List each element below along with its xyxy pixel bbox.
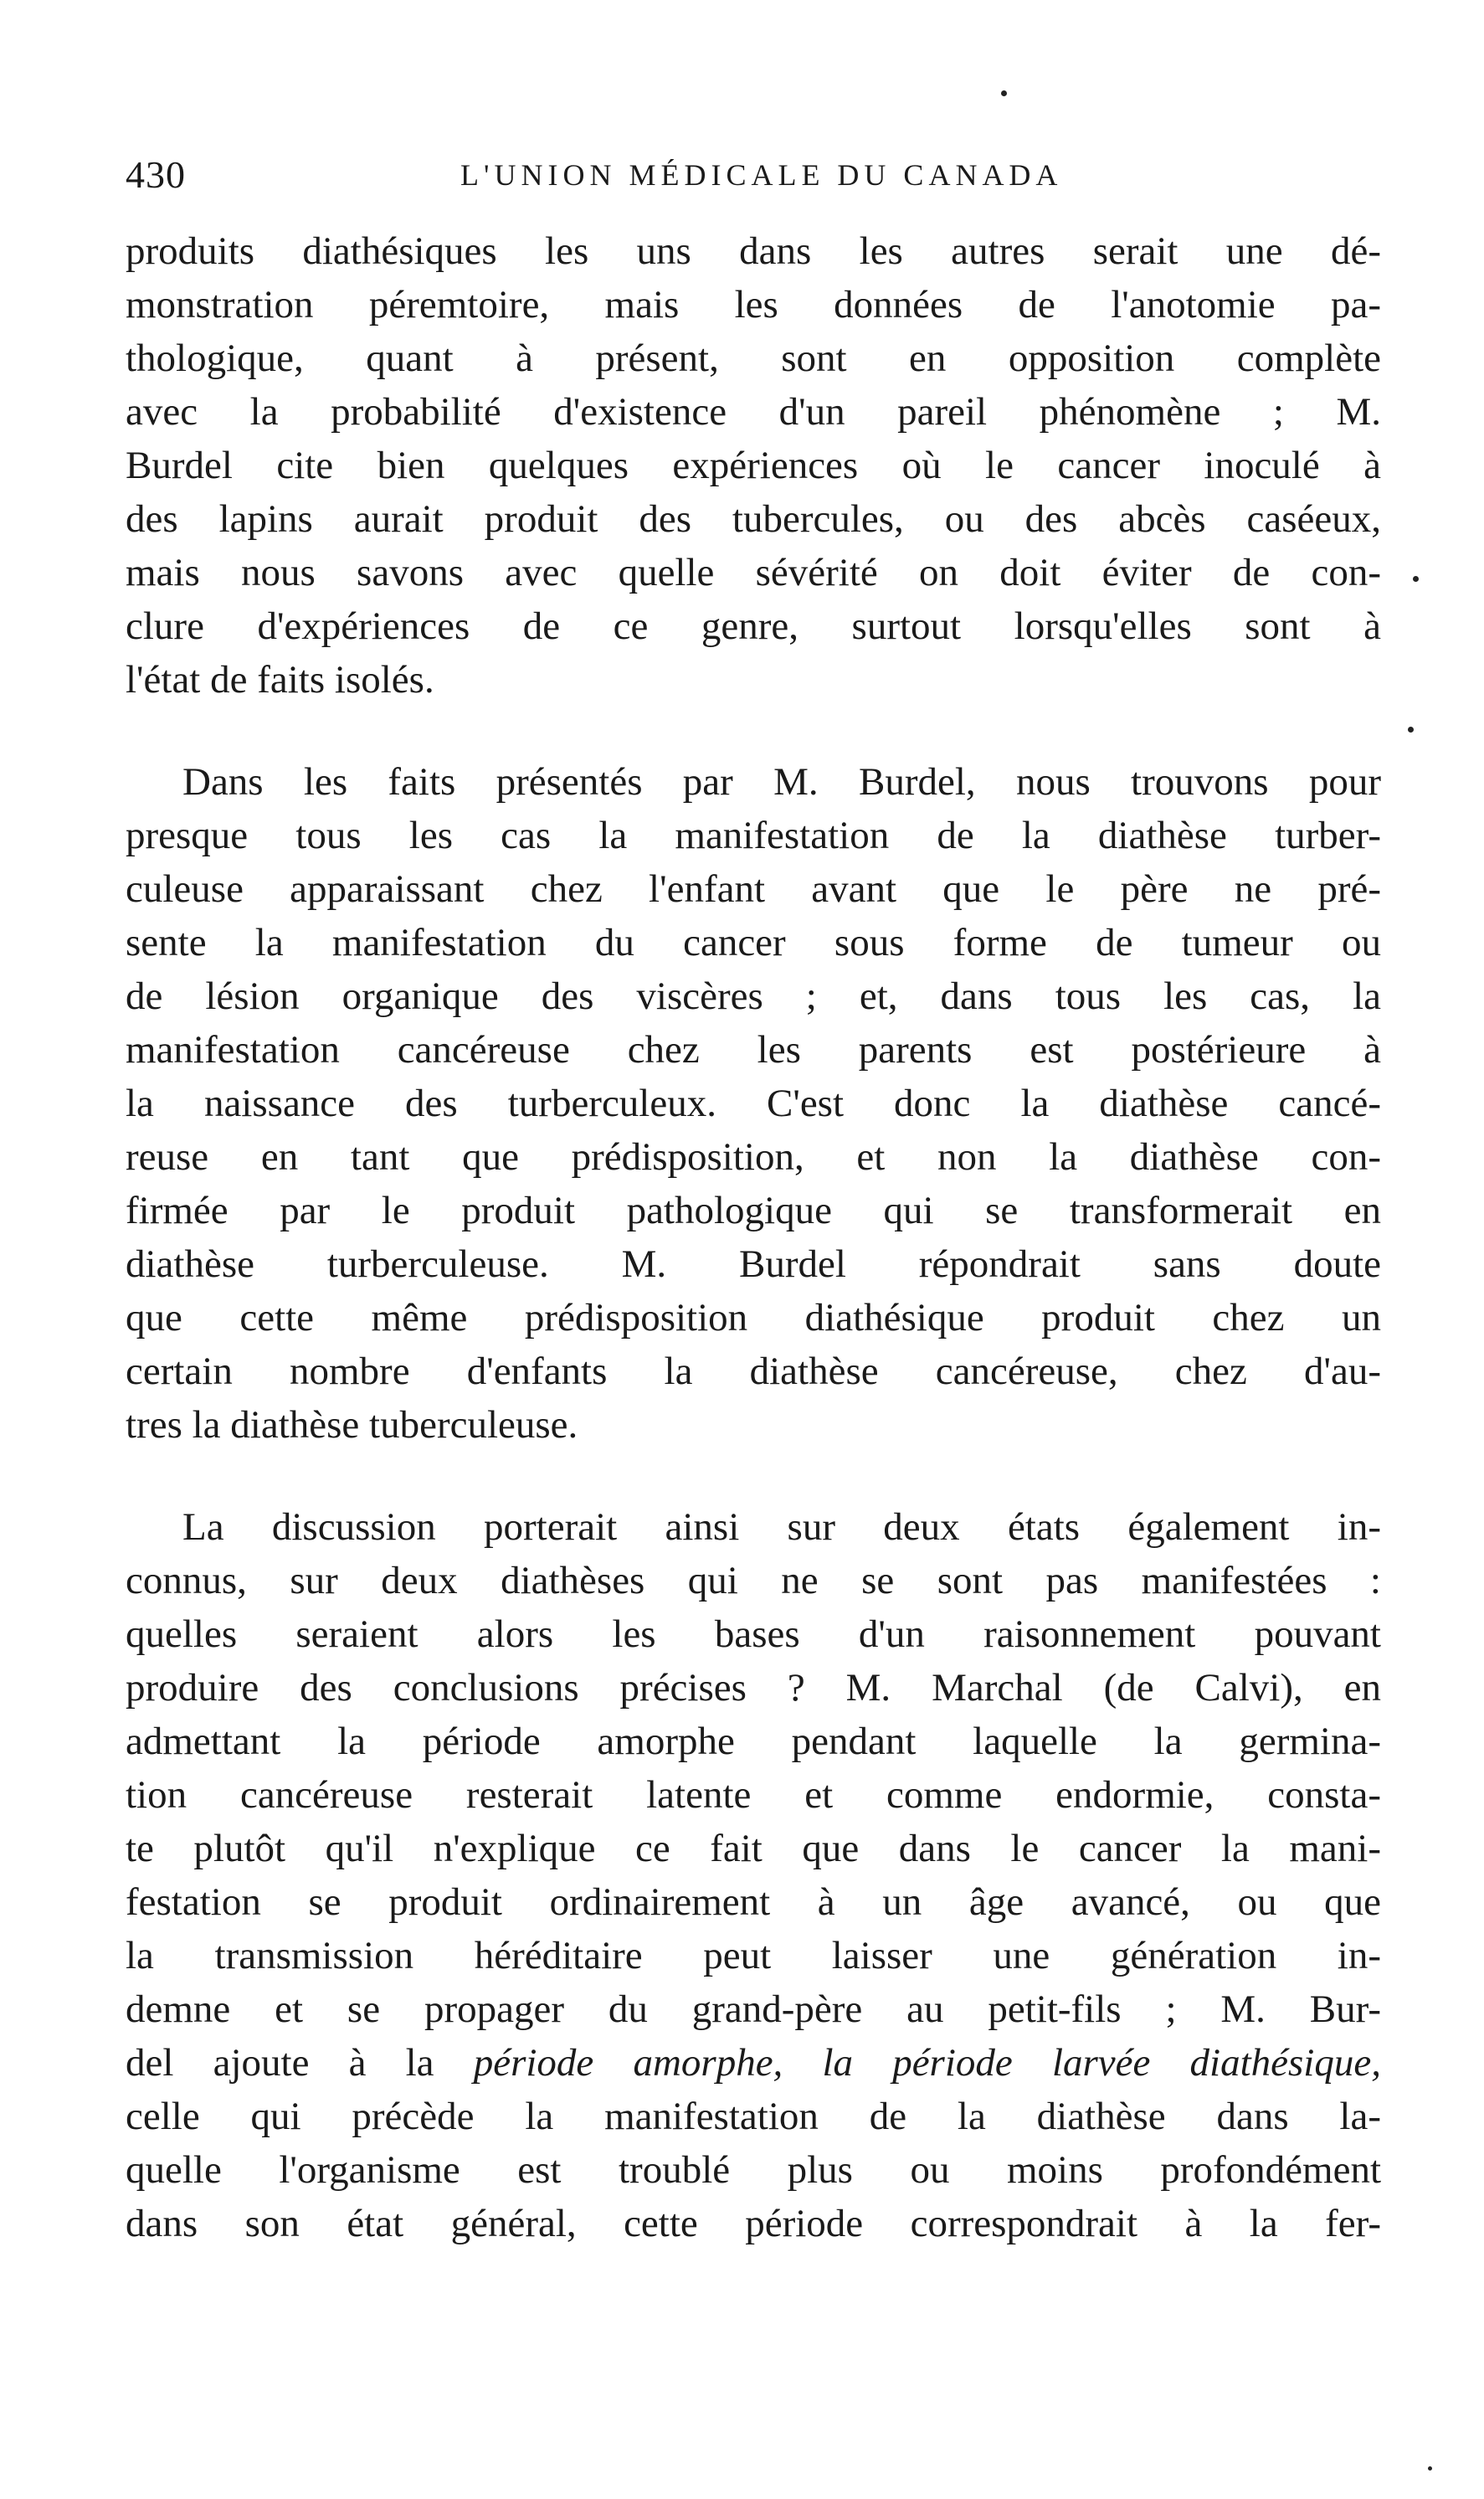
text-line: clure d'expériences de ce genre, surtout lorsqu'elles sont à [126, 604, 1381, 648]
ink-speck [1408, 727, 1414, 733]
text-line-mixed [126, 2036, 1381, 2090]
text-line: La discussion porterait ainsi sur deux états également in- [182, 1505, 1381, 1549]
text-line: certain nombre d'enfants la diathèse cancéreuse, chez d'au- [126, 1350, 1381, 1393]
text-line: quelles seraient alors les bases d'un raisonnement pouvant [126, 1612, 1381, 1656]
italic-phrase: période amorphe, la période larvée diathésique, [473, 2041, 1381, 2085]
text-line: produits diathésiques les uns dans les autres serait une dé- [126, 229, 1381, 273]
text-line: la transmission héréditaire peut laisser une génération in- [126, 1934, 1381, 1977]
text-line: quelle l'organisme est troublé plus ou moins profondément [126, 2148, 1381, 2192]
text-line: l'état de faits isolés. [126, 658, 434, 702]
text-line: sente la manifestation du cancer sous forme de tumeur ou [126, 921, 1381, 964]
text-line: des lapins aurait produit des tubercules, ou des abcès caséeux, [126, 497, 1381, 541]
text-line: monstration péremtoire, mais les données de l'anotomie pa- [126, 283, 1381, 327]
text-run: del ajoute à la [126, 2041, 474, 2085]
ink-speck [1413, 576, 1419, 582]
ink-speck [1428, 2466, 1432, 2471]
page-header [126, 152, 1381, 203]
text-line: firmée par le produit pathologique qui se transformerait en [126, 1189, 1381, 1232]
text-line: dans son état général, cette période correspondrait à la fer- [126, 2202, 1381, 2245]
text-line: tion cancéreuse resterait latente et comme endormie, consta- [126, 1773, 1381, 1817]
text-line: connus, sur deux diathèses qui ne se sont pas manifestées : [126, 1559, 1381, 1602]
text-line: culeuse apparaissant chez l'enfant avant que le père ne pré- [126, 867, 1381, 911]
text-line: festation se produit ordinairement à un âge avancé, ou que [126, 1880, 1381, 1924]
ink-speck [1001, 90, 1007, 96]
text-line: avec la probabilité d'existence d'un pareil phénomène ; M. [126, 390, 1381, 434]
text-line: Burdel cite bien quelques expériences où le cancer inoculé à [126, 444, 1381, 487]
text-line: la naissance des turberculeux. C'est donc la diathèse cancé- [126, 1082, 1381, 1125]
page-number: 430 [126, 153, 186, 196]
text-line: que cette même prédisposition diathésique produit chez un [126, 1296, 1381, 1339]
text-line: produire des conclusions précises ? M. Marchal (de Calvi), en [126, 1666, 1381, 1710]
text-line: diathèse turberculeuse. M. Burdel répondrait sans doute [126, 1242, 1381, 1286]
text-line: tres la diathèse tuberculeuse. [126, 1403, 578, 1447]
text-line: te plutôt qu'il n'explique ce fait que dans le cancer la mani- [126, 1827, 1381, 1870]
text-line: admettant la période amorphe pendant laquelle la germina- [126, 1720, 1381, 1763]
running-title: L'UNION MÉDICALE DU CANADA [460, 158, 1063, 192]
text-line: Dans les faits présentés par M. Burdel, nous trouvons pour [182, 760, 1381, 804]
text-line: de lésion organique des viscères ; et, dans tous les cas, la [126, 974, 1381, 1018]
text-line: celle qui précède la manifestation de la diathèse dans la- [126, 2095, 1381, 2138]
text-line: thologique, quant à présent, sont en opposition complète [126, 337, 1381, 380]
text-line: reuse en tant que prédisposition, et non la diathèse con- [126, 1135, 1381, 1179]
text-line: demne et se propager du grand-père au petit-fils ; M. Bur- [126, 1987, 1381, 2031]
text-line: presque tous les cas la manifestation de la diathèse turber- [126, 814, 1381, 857]
text-line: manifestation cancéreuse chez les parents est postérieure à [126, 1028, 1381, 1072]
text-line: mais nous savons avec quelle sévérité on doit éviter de con- [126, 551, 1381, 594]
